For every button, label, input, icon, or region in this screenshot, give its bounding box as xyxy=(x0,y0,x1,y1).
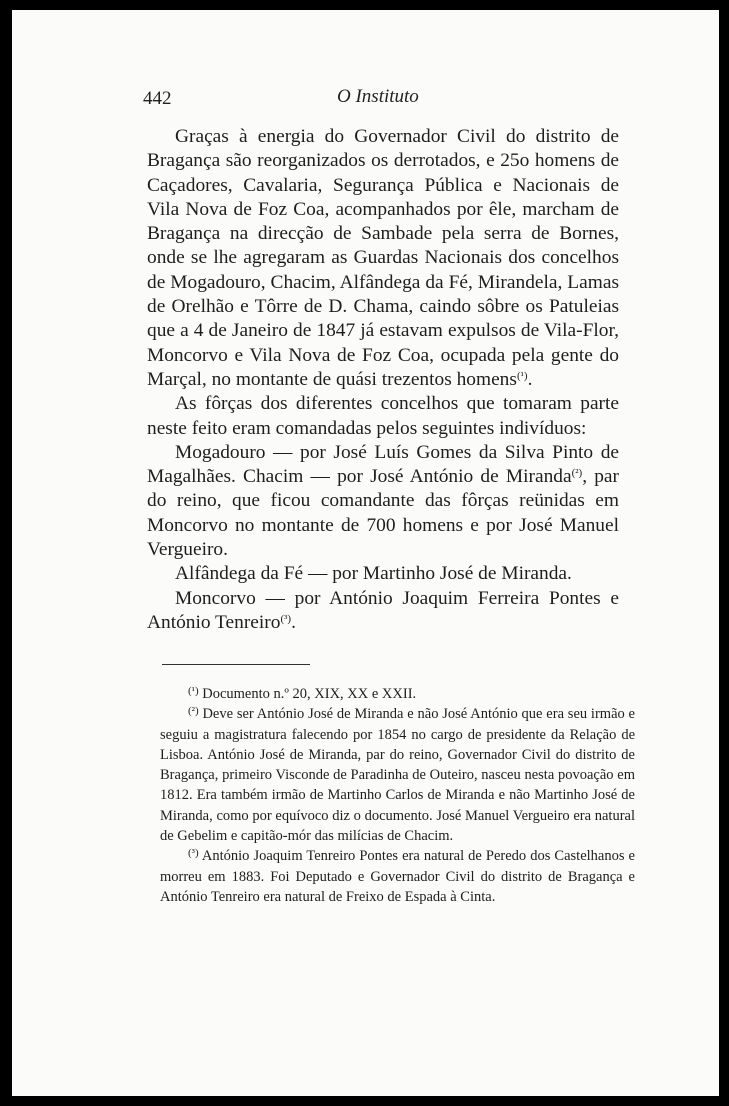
footnote-ref-2: (²) xyxy=(571,467,583,480)
footnote-text-2: Deve ser António José de Miranda e não José António que era seu irmão e seguiu a magistratura falecendo por 1854 no cargo de presidente da Relação de Lisboa. António José de Miranda, par do reino, Governador Civil do distrito de Bragança, primeiro Visconde de Paradinha de Outeiro, nasceu nesta povoação em 1812. Era também irmão de Martinho Carlos de Miranda e não Martinho José de Miranda, como por equívoco diz o documento. José Manuel Vergueiro era natural de Gebelim e capitão-mór das milícias de Chacim. xyxy=(160,706,635,845)
book-page xyxy=(12,10,719,1096)
footnote-1 xyxy=(160,684,635,704)
paragraph-4: Alfândega da Fé — por Martinho José de Miranda. xyxy=(175,563,572,585)
footnote-mark-3: (³) xyxy=(188,847,199,860)
page-header xyxy=(143,82,613,112)
footnote-2 xyxy=(160,704,635,846)
footnote-text-1: Documento n.º 20, XIX, XX e XXII. xyxy=(202,686,417,702)
body-text xyxy=(147,125,619,635)
footnote-mark-2: (²) xyxy=(188,705,199,718)
paragraph-3-end: , par do reino, que ficou comandante das fôrças reünidas em Moncorvo no montante de 700 homens e por José Manuel Vergueiro. xyxy=(147,466,619,561)
paragraph-2: As fôrças dos diferentes concelhos que tomaram parte neste feito eram comandadas pelos seguintes indivíduos: xyxy=(147,393,619,439)
footnotes xyxy=(160,684,635,907)
paragraph-5-end: . xyxy=(291,611,296,633)
footnote-ref-1: (¹) xyxy=(516,369,528,382)
paragraph-3-text: Mogadouro — por José Luís Gomes da Silva Pinto de Magalhães. Chacim — por José António de Miranda xyxy=(147,441,619,488)
paragraph-1 xyxy=(147,125,619,392)
footnote-divider xyxy=(162,664,310,665)
paragraph-3 xyxy=(147,441,619,562)
footnote-3 xyxy=(160,846,635,907)
paragraph-5-text: Moncorvo — por António Joaquim Ferreira Pontes e António Tenreiro xyxy=(147,587,619,633)
paragraph-5 xyxy=(147,587,619,636)
paragraph-1-end: . xyxy=(527,368,533,390)
paragraph-1-text: Graças à energia do Governador Civil do distrito de Bragança são reorganizados os derrotados, e 25o homens de Caçadores, Cavalaria, Segurança Pública e Nacionais de Vila Nova de Foz Coa, acompanhados por êle, marcham de Bragança na direcção de Sambade pela serra de Bornes, onde se lhe agregaram as Guardas Nacionais dos concelhos de Mogadouro, Chacim, Alfândega da Fé, Mirandela, Lamas de Orelhão e Tôrre de D. Chama, caindo sôbre os Patuleias que a 4 de Janeiro de 1847 já estavam expulsos de Vila-Flor, Moncorvo e Vila Nova de Foz Coa, ocupada pela gente do Marçal, no montante de quási trezentos homens xyxy=(147,126,619,390)
footnote-text-3: António Joaquim Tenreiro Pontes era natural de Peredo dos Castelhanos e morreu em 1883. Foi Deputado e Governador Civil do distrito de Bragança e António Tenreiro era natural de Freixo de Espada à Cinta. xyxy=(160,848,635,905)
running-title: O Instituto xyxy=(337,86,419,107)
page-number: 442 xyxy=(143,88,172,109)
footnote-mark-1: (¹) xyxy=(188,685,199,697)
footnote-ref-3: (³) xyxy=(280,612,292,625)
